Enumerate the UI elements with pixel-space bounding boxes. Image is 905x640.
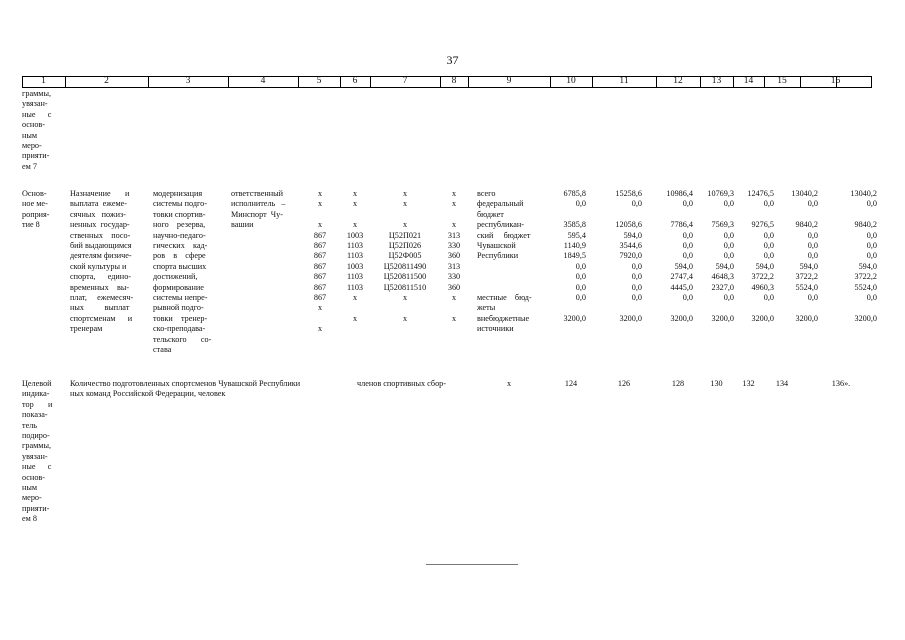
block1-col5-grbs: х х х 867 867 867 867 867 867 867 х х bbox=[313, 189, 327, 334]
column-number-16: 16 bbox=[830, 76, 841, 86]
block2-col14-value: 132 bbox=[742, 379, 755, 388]
footer-rule bbox=[426, 564, 518, 565]
block1-col10-values: 6785,8 0,0 3585,8 595,4 1140,9 1849,5 0,0 0,0 0,0 0,0 3200,0 bbox=[563, 189, 586, 323]
column-number-6: 6 bbox=[352, 76, 358, 86]
header-divider bbox=[871, 76, 872, 87]
carryover-col1-text: граммы, увязан- ные с основ- ным меро- прияти- ем 7 bbox=[22, 89, 52, 171]
column-number-2: 2 bbox=[104, 76, 109, 86]
column-number-10: 10 bbox=[566, 76, 576, 86]
column-number-7: 7 bbox=[402, 76, 408, 86]
block2-col15-value: 134 bbox=[775, 379, 789, 388]
block2-col16-value: 136». bbox=[831, 379, 851, 388]
column-number-4: 4 bbox=[260, 76, 266, 86]
block1-col9-funding-source: всего федеральный бюджет республикан- ский бюджет Чувашской Республики местные бюд- жеты внебюджетные источники bbox=[477, 189, 532, 334]
column-number-3: 3 bbox=[185, 76, 191, 86]
block1-col6-section: х х х 1003 1103 1103 1003 1103 1103 х х bbox=[346, 189, 364, 323]
block1-col11-values: 15258,6 0,0 12058,6 594,0 3544,6 7920,0 0,0 0,0 0,0 0,0 3200,0 bbox=[615, 189, 642, 323]
block1-col13-values: 10769,3 0,0 7569,3 0,0 0,0 0,0 594,0 4648,3 2327,0 0,0 3200,0 bbox=[707, 189, 734, 323]
block1-col15-values: 13040,2 0,0 9840,2 0,0 0,0 0,0 594,0 3722,2 5524,0 0,0 3200,0 bbox=[791, 189, 818, 323]
block2-col13-value: 130 bbox=[710, 379, 723, 388]
block1-col14-values: 12476,5 0,0 9276,5 0,0 0,0 0,0 594,0 3722,2 4960,3 0,0 3200,0 bbox=[747, 189, 774, 323]
block1-col12-values: 10986,4 0,0 7786,4 0,0 0,0 0,0 594,0 2747,4 4445,0 0,0 3200,0 bbox=[666, 189, 693, 323]
block1-col16-values: 13040,2 0,0 9840,2 0,0 0,0 0,0 594,0 3722,2 5524,0 0,0 3200,0 bbox=[850, 189, 877, 323]
header-bottom-rule bbox=[22, 87, 872, 88]
column-number-1: 1 bbox=[41, 76, 46, 86]
block2-col10-value: 124 bbox=[564, 379, 578, 388]
block1-col3-goals: модернизация системы подго- товки спортив- ного резерва, научно-педаго- гических кад- ров в сфере спорта высших достижений, формирование системы непре- рывной подго- товки тренер- ско-преподава- тельского со- става bbox=[153, 189, 212, 355]
block2-col11-value: 126 bbox=[617, 379, 631, 388]
column-number-11: 11 bbox=[619, 76, 629, 86]
column-number-8: 8 bbox=[451, 76, 457, 86]
column-number-9: 9 bbox=[506, 76, 512, 86]
block2-col12-value: 128 bbox=[671, 379, 685, 388]
block2-col9-value: х bbox=[506, 379, 512, 388]
column-number-13: 13 bbox=[711, 76, 722, 86]
block2-col1-name: Целевой индика- тор и показа- тель подиро- граммы, увязан- ные с основ- ным меро- прияти- ем 8 bbox=[22, 379, 53, 524]
column-number-14: 14 bbox=[743, 76, 754, 86]
block1-col7-target-item: х х х Ц52П021 Ц52П026 Ц52Ф005 Ц520811490 Ц520811500 Ц520811510 х х bbox=[383, 189, 427, 323]
block1-col4-executor: ответственный исполнитель – Минспорт Чу- вашии bbox=[231, 189, 286, 230]
block1-col8-expense-type: х х х 313 330 360 313 330 360 х х bbox=[447, 189, 461, 323]
column-number-15: 15 bbox=[777, 76, 787, 86]
column-number-5: 5 bbox=[316, 76, 322, 86]
page-number: 37 bbox=[446, 53, 459, 67]
block2-indicator-text: Количество подготовленных спортсменов Чувашской Республики ных команд Российской Федерации, человек bbox=[70, 379, 301, 399]
block2-indicator-text-cont: членов спортивных сбор- bbox=[357, 379, 446, 388]
block1-col1-name: Основ- ное ме- роприя- тие 8 bbox=[22, 189, 50, 230]
column-number-12: 12 bbox=[673, 76, 683, 86]
block1-col2-description: Назначение и выплата ежеме- сячных пожиз- ненных государ- ственных посо- бий выдающимся деятелям физиче- ской культуры и спорта, едино- временных вы- плат, ежемесяч- ных выплат спортсменам и тренерам bbox=[70, 189, 134, 334]
